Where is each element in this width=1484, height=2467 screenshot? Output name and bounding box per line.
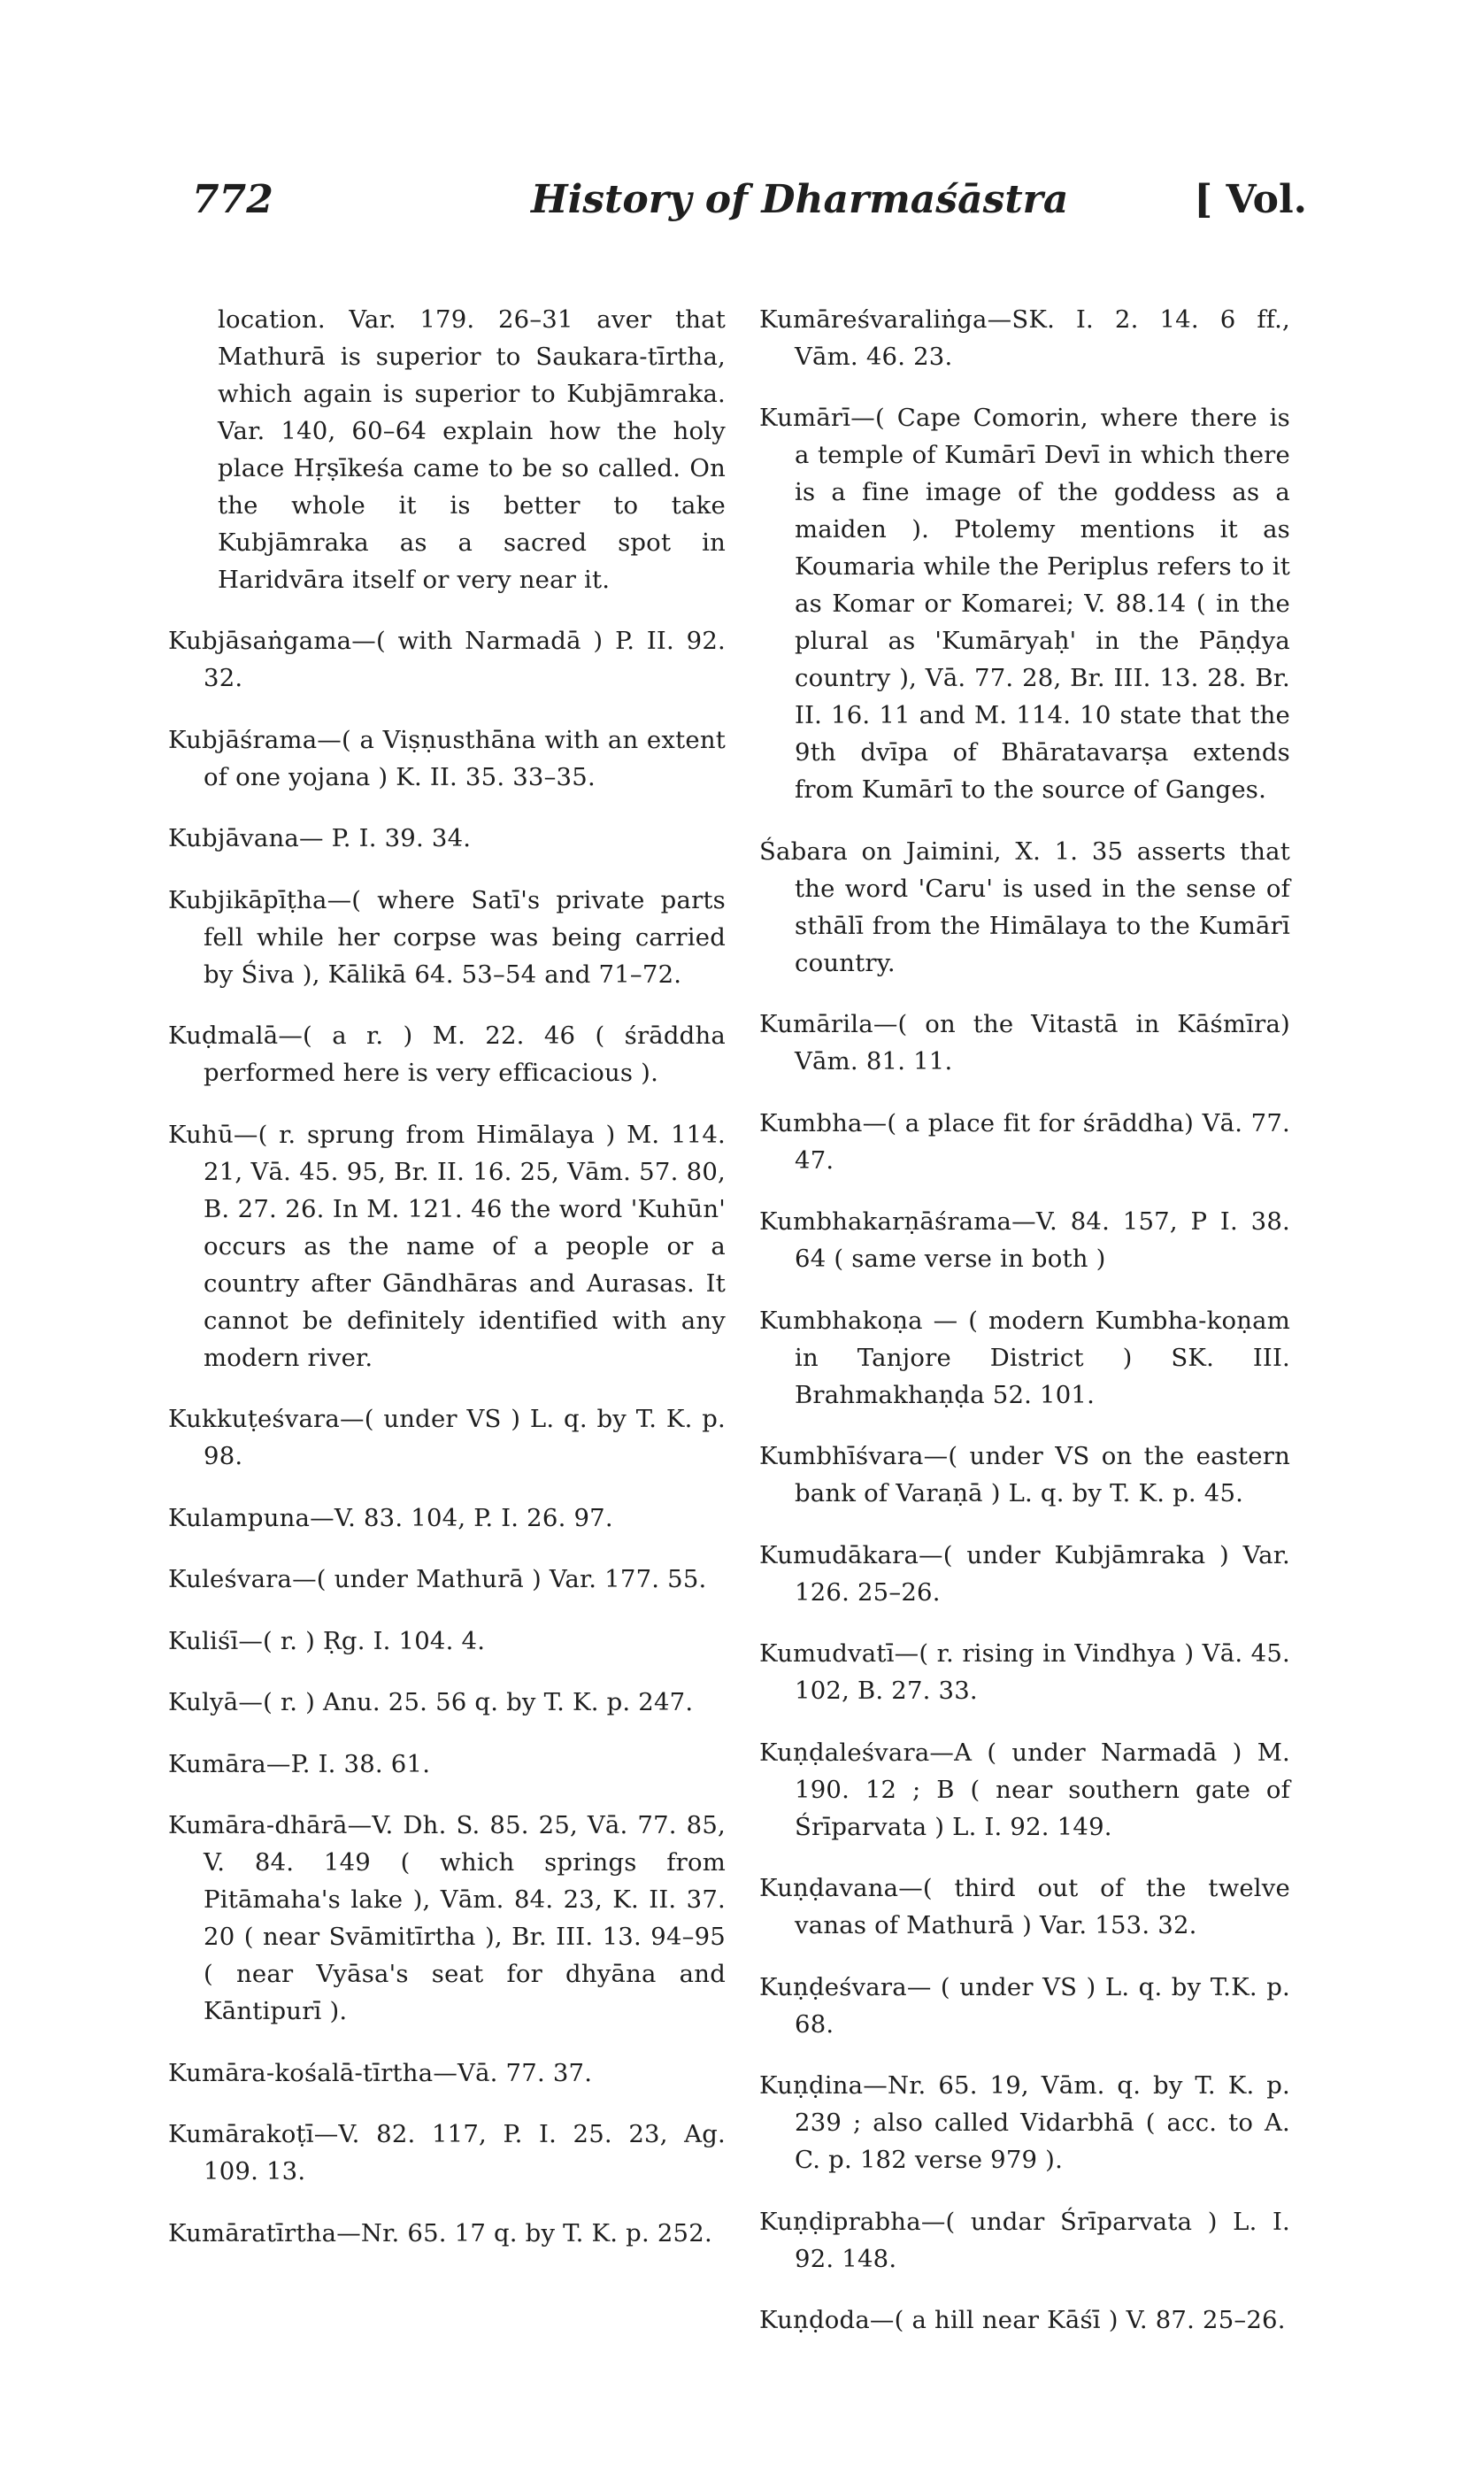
entry: Kumudvatī—( r. rising in Vindhya ) Vā. 45. 102, B. 27. 33. [759,1639,1290,1705]
entry: Kumārakoṭī—V. 82. 117, P. I. 25. 23, Ag. 109. 13. [168,2120,726,2186]
entry: Kumāreśvaraliṅga—SK. I. 2. 14. 6 ff., Vām. 46. 23. [759,305,1290,371]
entry: Kubjāsaṅgama—( with Narmadā ) P. II. 92. 32. [168,627,726,692]
entry: Kumārila—( on the Vitastā in Kāśmīra) Vām. 81. 11. [759,1010,1290,1075]
entry: Kumārī—( Cape Comorin, where there is a temple of Kumārī Devī in which there is a fine image of the goddess as a maiden ). Ptolemy mentions it as Koumaria while the Periplus refers to it as Komar or Komarei; V. 88.14 ( in the plural as 'Kumāryaḥ' in the Pāṇḍya country ), Vā. 77. 28, Br. III. 13. 28. Br. II. 16. 11 and M. 114. 10 state that the 9th dvīpa of Bhāratavarṣa extends from Kumārī to the source of Ganges. [759,404,1290,804]
page-number: 772 [192,177,273,222]
volume-label: [ Vol. [1194,177,1307,222]
entry: Kuṇḍoda—( a hill near Kāśī ) V. 87. 25–26. [759,2306,1286,2334]
entry: Kuhū—( r. sprung from Himālaya ) M. 114. 21, Vā. 45. 95, Br. II. 16. 25, Vām. 57. 80, B. 27. 26. In M. 121. 46 the word 'Kuhūn' occurs as the name of a people or a country after Gāndhāras and Aurasas. It cannot be definitely identified with any modern river. [168,1120,726,1372]
entry: Kubjikāpīṭha—( where Satī's private parts fell while her corpse was being carried by Śiva ), Kālikā 64. 53–54 and 71–72. [168,885,726,989]
entry: Kumāra-kośalā-tīrtha—Vā. 77. 37. [168,2058,593,2087]
entry: Kuliśī—( r. ) Ṛg. I. 104. 4. [168,1626,486,1655]
entry: Kumāratīrtha—Nr. 65. 17 q. by T. K. p. 252. [168,2218,712,2247]
entry: Kuṇḍina—Nr. 65. 19, Vām. q. by T. K. p. 239 ; also called Vidarbhā ( acc. to A. C. p. 182 verse 979 ). [759,2071,1290,2174]
entry: Kulampuna—V. 83. 104, P. I. 26. 97. [168,1503,613,1532]
entry: Kumbhakarṇāśrama—V. 84. 157, P I. 38. 64 ( same verse in both ) [759,1207,1290,1273]
entry: Kuṇḍavana—( third out of the twelve vanas of Mathurā ) Var. 153. 32. [759,1874,1290,1939]
entry: Kuḍmalā—( a r. ) M. 22. 46 ( śrāddha performed here is very efficacious ). [168,1021,726,1087]
entry: Kulyā—( r. ) Anu. 25. 56 q. by T. K. p. 247. [168,1688,694,1716]
left-column [168,276,726,2260]
page-header [0,177,1484,248]
entry: Kuṇḍeśvara— ( under VS ) L. q. by T.K. p. 68. [759,1972,1290,2039]
entry: Kubjāvana— P. I. 39. 34. [168,824,472,852]
entry: location. Var. 179. 26–31 aver that Mathurā is superior to Saukara-tīrtha, which again is superior to Kubjāmraka. Var. 140, 60–64 explain how the holy place Hṛṣīkeśa came to be so called. On the whole it is better to take Kubjāmraka as a sacred spot in Haridvāra itself or very near it. [218,305,726,594]
running-title: History of Dharmaśāstra [531,177,1069,222]
right-column [759,276,1290,2347]
entry: Kumbhakoṇa — ( modern Kumbha-koṇam in Tanjore District ) SK. III. Brahmakhaṇḍa 52. 101. [759,1306,1290,1409]
entry: Kubjāśrama—( a Viṣṇusthāna with an extent of one yojana ) K. II. 35. 33–35. [168,725,726,791]
entry: Kuṇḍaleśvara—A ( under Narmadā ) M. 190. 12 ; B ( near southern gate of Śrīparvata ) L. I. 92. 149. [759,1738,1290,1841]
entry: Kumbha—( a place fit for śrāddha) Vā. 77. 47. [759,1108,1290,1175]
entry: Kumudākara—( under Kubjāmraka ) Var. 126. 25–26. [759,1540,1290,1607]
entry: Kuleśvara—( under Mathurā ) Var. 177. 55. [168,1565,707,1593]
entry: Kukkuṭeśvara—( under VS ) L. q. by T. K. p. 98. [168,1405,726,1470]
entry: Śabara on Jaimini, X. 1. 35 asserts that the word 'Caru' is used in the sense of sthālī from the Himālaya to the Kumārī country. [759,836,1290,977]
entry: Kuṇḍiprabha—( undar Śrīparvata ) L. I. 92. 148. [759,2207,1290,2273]
entry: Kumāra—P. I. 38. 61. [168,1749,431,1778]
entry: Kumbhīśvara—( under VS on the eastern bank of Varaṇā ) L. q. by T. K. p. 45. [759,1442,1290,1507]
entry: Kumāra-dhārā—V. Dh. S. 85. 25, Vā. 77. 85, V. 84. 149 ( which springs from Pitāmaha's lake ), Vām. 84. 23, K. II. 37. 20 ( near Svāmitīrtha ), Br. III. 13. 94–95 ( near Vyāsa's seat for dhyāna and Kāntipurī ). [168,1811,726,2025]
